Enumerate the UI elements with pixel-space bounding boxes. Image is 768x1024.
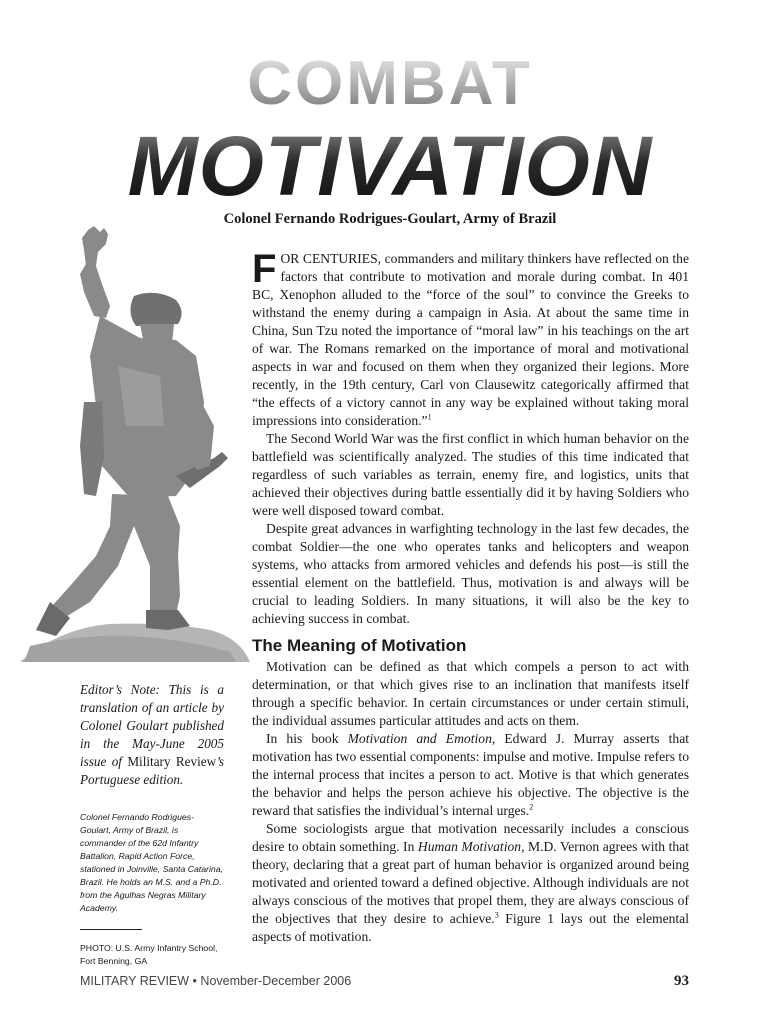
paragraph-4: Motivation can be defined as that which compels a person to act with determination, or that which gives rise to an inclination that manifests itself through a specific behavior. In certain circumstances or under certain stimuli, the individual assumes particular attitudes and acts on them.	[252, 659, 689, 728]
divider	[80, 929, 142, 930]
page-number: 93	[674, 973, 689, 989]
section-heading: The Meaning of Motivation	[252, 636, 467, 655]
editors-note: Editor’s Note: This is a translation of an article by Colonel Goulart published in the May-June 2005 issue of Military Review’s Portuguese edition.	[80, 682, 224, 787]
paragraph-2: The Second World War was the first conflict in which human behavior on the battlefield was scientifically analyzed. The studies of this time indicated that regardless of such variables as terrain, enemy fire, and logistics, units that achieved their objectives during battle essentially did it by having Soldiers who were well disposed toward combat.	[252, 431, 689, 518]
paragraph-6: Some sociologists argue that motivation necessarily includes a conscious desire to obtain something. In Human Motivation, M.D. Vernon agrees with that theory, declaring that a great part of human behavior is organized around being motivated and oriented toward a defined objective. Although individuals are not always conscious of the motives that propel them, they are always conscious of the objectives that they desire to achieve.$^3$ Figure 1 lays out the elemental aspects of motivation.	[252, 821, 689, 944]
footnote-ref-3: 3	[494, 910, 499, 920]
footer-publication: MILITARY REVIEW • November-December 2006	[80, 974, 352, 988]
article-body	[252, 247, 690, 946]
book-title-human-motivation: Human Motivation,	[417, 839, 525, 854]
drop-cap: F	[252, 247, 277, 291]
sidebar	[80, 681, 224, 968]
photo-credit: PHOTO: U.S. Army Infantry School, Fort Benning, GA	[80, 943, 218, 966]
author-bio: Colonel Fernando Rodrigues-Goulart, Army of Brazil, is commander of the 62d Infantry Battalion, Rapid Action Force, stationed in Joinville, Santa Catarina, Brazil. He holds an M.S. and a Ph.D. from the Agulhas Negras Military Academy.	[80, 812, 223, 913]
footnote-ref-1: 1	[427, 412, 432, 422]
title-line-1: COMBAT	[80, 48, 700, 119]
footnote-ref-2: 2	[529, 802, 534, 812]
title-line-2: MOTIVATION	[80, 118, 700, 215]
soldier-statue-photo	[0, 226, 250, 666]
magazine-name: Military Review	[127, 754, 217, 769]
paragraph-3: Despite great advances in warfighting technology in the last few decades, the combat Soldier—the one who operates tanks and helicopters and weapon systems, who attacks from armored vehicles and defends his post—is still the essential element on the battlefield. Thus, motivation is and always will be crucial to leading Soldiers. In many situations, it will also be the key to achieving success in combat.	[252, 521, 689, 626]
book-title-motivation-and-emotion: Motivation and Emotion	[347, 731, 492, 746]
paragraph-5: In his book Motivation and Emotion, Edward J. Murray asserts that motivation has two essential components: impulse and motive. Impulse refers to the internal process that incites a person to act. Motive is that which generates the behavior and helps the person achieve his objective. The objective is the reward that satisfies the individual’s internal urges.$^2$	[252, 731, 690, 818]
paragraph-1: FOR CENTURIES, commanders and military thinkers have reflected on the factors that contribute to motivation and morale during combat. In 401 BC, Xenophon alluded to the “force of the soul” to convince the Greeks to withstand the enemy during a campaign in Asia. At about the same time in China, Sun Tzu noted the importance of “moral law” in his teachings on the art of war. The Romans remarked on the importance of moral and motivational aspects in war and focused on them when they organized their legions. More recently, in the 19th century, Carl von Clausewitz categorically affirmed that “the effects of a victory cannot in any way be explained without taking moral impressions into consideration.”$^1$	[252, 247, 689, 428]
byline: Colonel Fernando Rodrigues-Goulart, Army of Brazil	[223, 211, 557, 227]
